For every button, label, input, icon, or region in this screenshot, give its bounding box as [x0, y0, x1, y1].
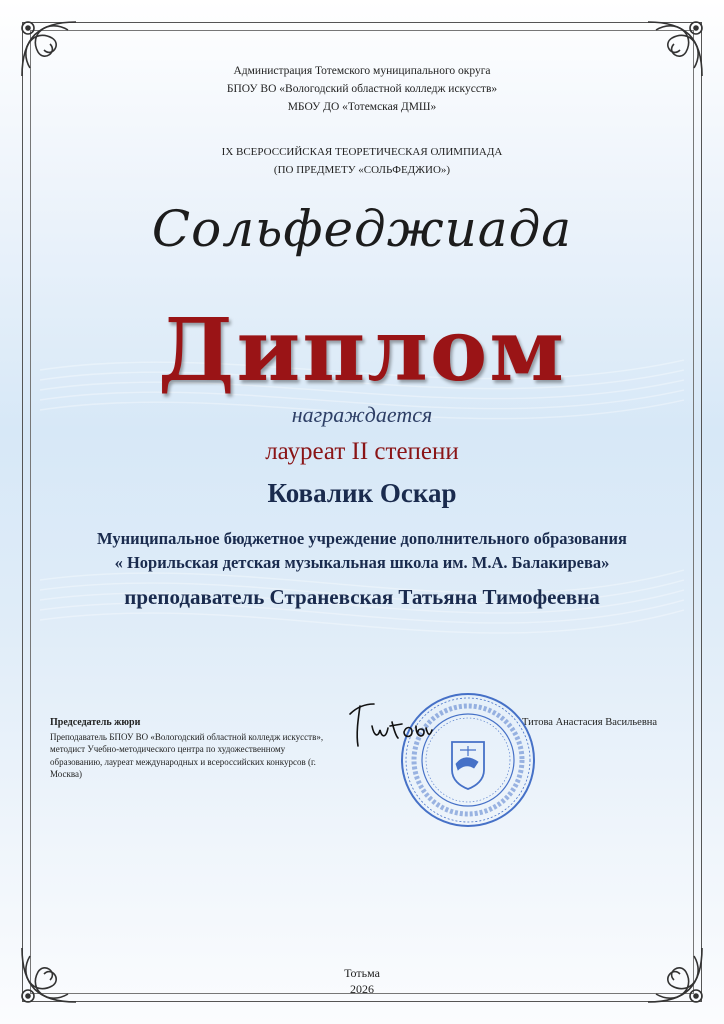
institution-line: « Норильская детская музыкальная школа им. М.А. Балакирева»	[114, 553, 610, 572]
place: Тотьма	[344, 966, 380, 980]
organizer-line: БПОУ ВО «Вологодский областной колледж искусств»	[226, 83, 498, 95]
award-degree: лауреат II степени	[265, 438, 459, 465]
institution-block	[0, 527, 724, 575]
jury-description: Преподаватель БПОУ ВО «Вологодский областной колледж искусств», методист Учебно-методического центра по художественному образованию, лауреат международных и всероссийских конкурсов (г. Москва)	[50, 731, 324, 779]
awarded-text: награждается	[291, 402, 433, 427]
jury-title: Председатель жюри	[50, 717, 141, 728]
olympiad-line: IX ВСЕРОССИЙСКАЯ ТЕОРЕТИЧЕСКАЯ ОЛИМПИАДА	[221, 146, 503, 158]
brand-title: Сольфеджиада	[151, 200, 573, 258]
jury-chair-name: Титова Анастасия Васильевна	[522, 717, 658, 728]
diploma-title: Диплом	[158, 300, 566, 401]
organizer-line: Администрация Тотемского муниципального округа	[233, 65, 491, 77]
organizer-line: МБОУ ДО «Тотемская ДМШ»	[287, 101, 437, 113]
organizers-block	[0, 62, 724, 116]
signature-icon	[344, 692, 434, 752]
olympiad-block	[0, 143, 724, 179]
teacher-name: преподаватель Страневская Татьяна Тимофеевна	[124, 585, 600, 609]
olympiad-line: (ПО ПРЕДМЕТУ «СОЛЬФЕДЖИО»)	[273, 164, 451, 176]
institution-line: Муниципальное бюджетное учреждение дополнительного образования	[97, 529, 627, 548]
jury-block	[50, 717, 330, 781]
recipient-name: Ковалик Оскар	[267, 478, 457, 508]
place-and-year	[0, 965, 724, 997]
year: 2026	[350, 982, 374, 996]
